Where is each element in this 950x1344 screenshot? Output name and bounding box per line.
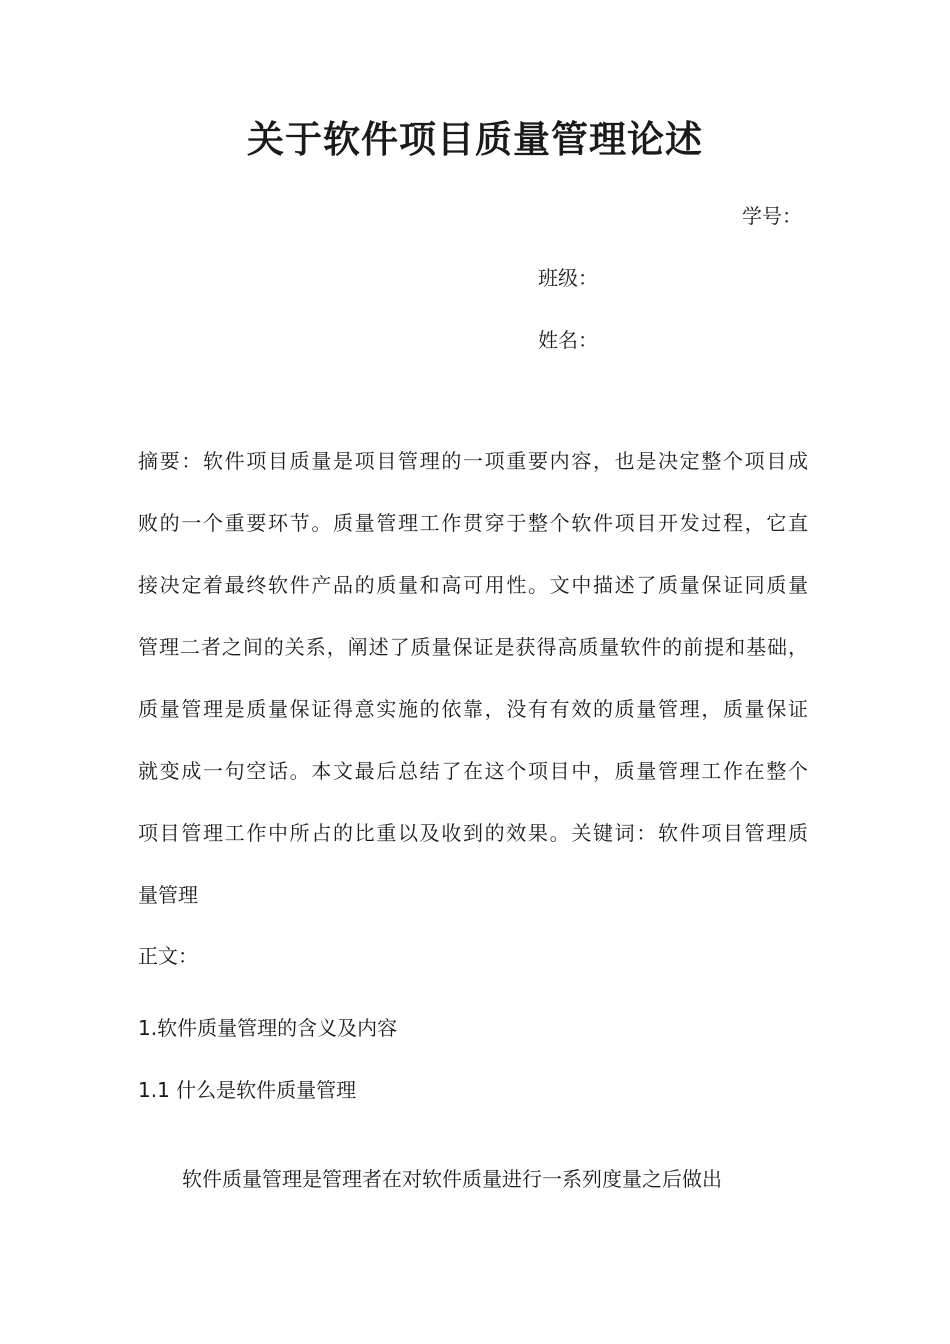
class-label: 班级： xyxy=(538,266,598,290)
abstract-line: 接决定着最终软件产品的质量和高可用性。文中描述了质量保证同质量 xyxy=(138,573,808,597)
abstract-line: 就变成一句空话。本文最后总结了在这个项目中，质量管理工作在整个 xyxy=(138,759,808,783)
abstract-line: 量管理 xyxy=(138,883,198,907)
section-1-1-number: 1.1 xyxy=(138,1078,170,1102)
abstract-line: 摘要：软件项目质量是项目管理的一项重要内容，也是决定整个项目成 xyxy=(138,449,808,473)
paragraph-text: 软件质量管理是管理者在对软件质量进行一系列度量之后做出 xyxy=(182,1167,722,1191)
document-title: 关于软件项目质量管理论述 xyxy=(247,118,703,161)
abstract-line: 败的一个重要环节。质量管理工作贯穿于整个软件项目开发过程，它直 xyxy=(138,511,808,535)
student-id-label: 学号： xyxy=(742,204,802,228)
section-1-1-title: 什么是软件质量管理 xyxy=(169,1078,357,1102)
section-1-title: 软件质量管理的含义及内容 xyxy=(157,1016,398,1040)
section-1-1-heading xyxy=(138,1075,356,1105)
abstract-line: 项目管理工作中所占的比重以及收到的效果。关键词：软件项目管理质 xyxy=(138,821,808,845)
section-1-number: 1. xyxy=(138,1016,158,1040)
abstract-line: 质量管理是质量保证得意实施的依靠，没有有效的质量管理，质量保证 xyxy=(138,697,808,721)
section-1-heading xyxy=(138,1013,397,1043)
body-label: 正文： xyxy=(138,944,198,968)
name-label: 姓名： xyxy=(538,328,598,352)
abstract-line: 管理二者之间的关系，阐述了质量保证是获得高质量软件的前提和基础， xyxy=(138,635,808,659)
abstract-block xyxy=(138,430,808,926)
